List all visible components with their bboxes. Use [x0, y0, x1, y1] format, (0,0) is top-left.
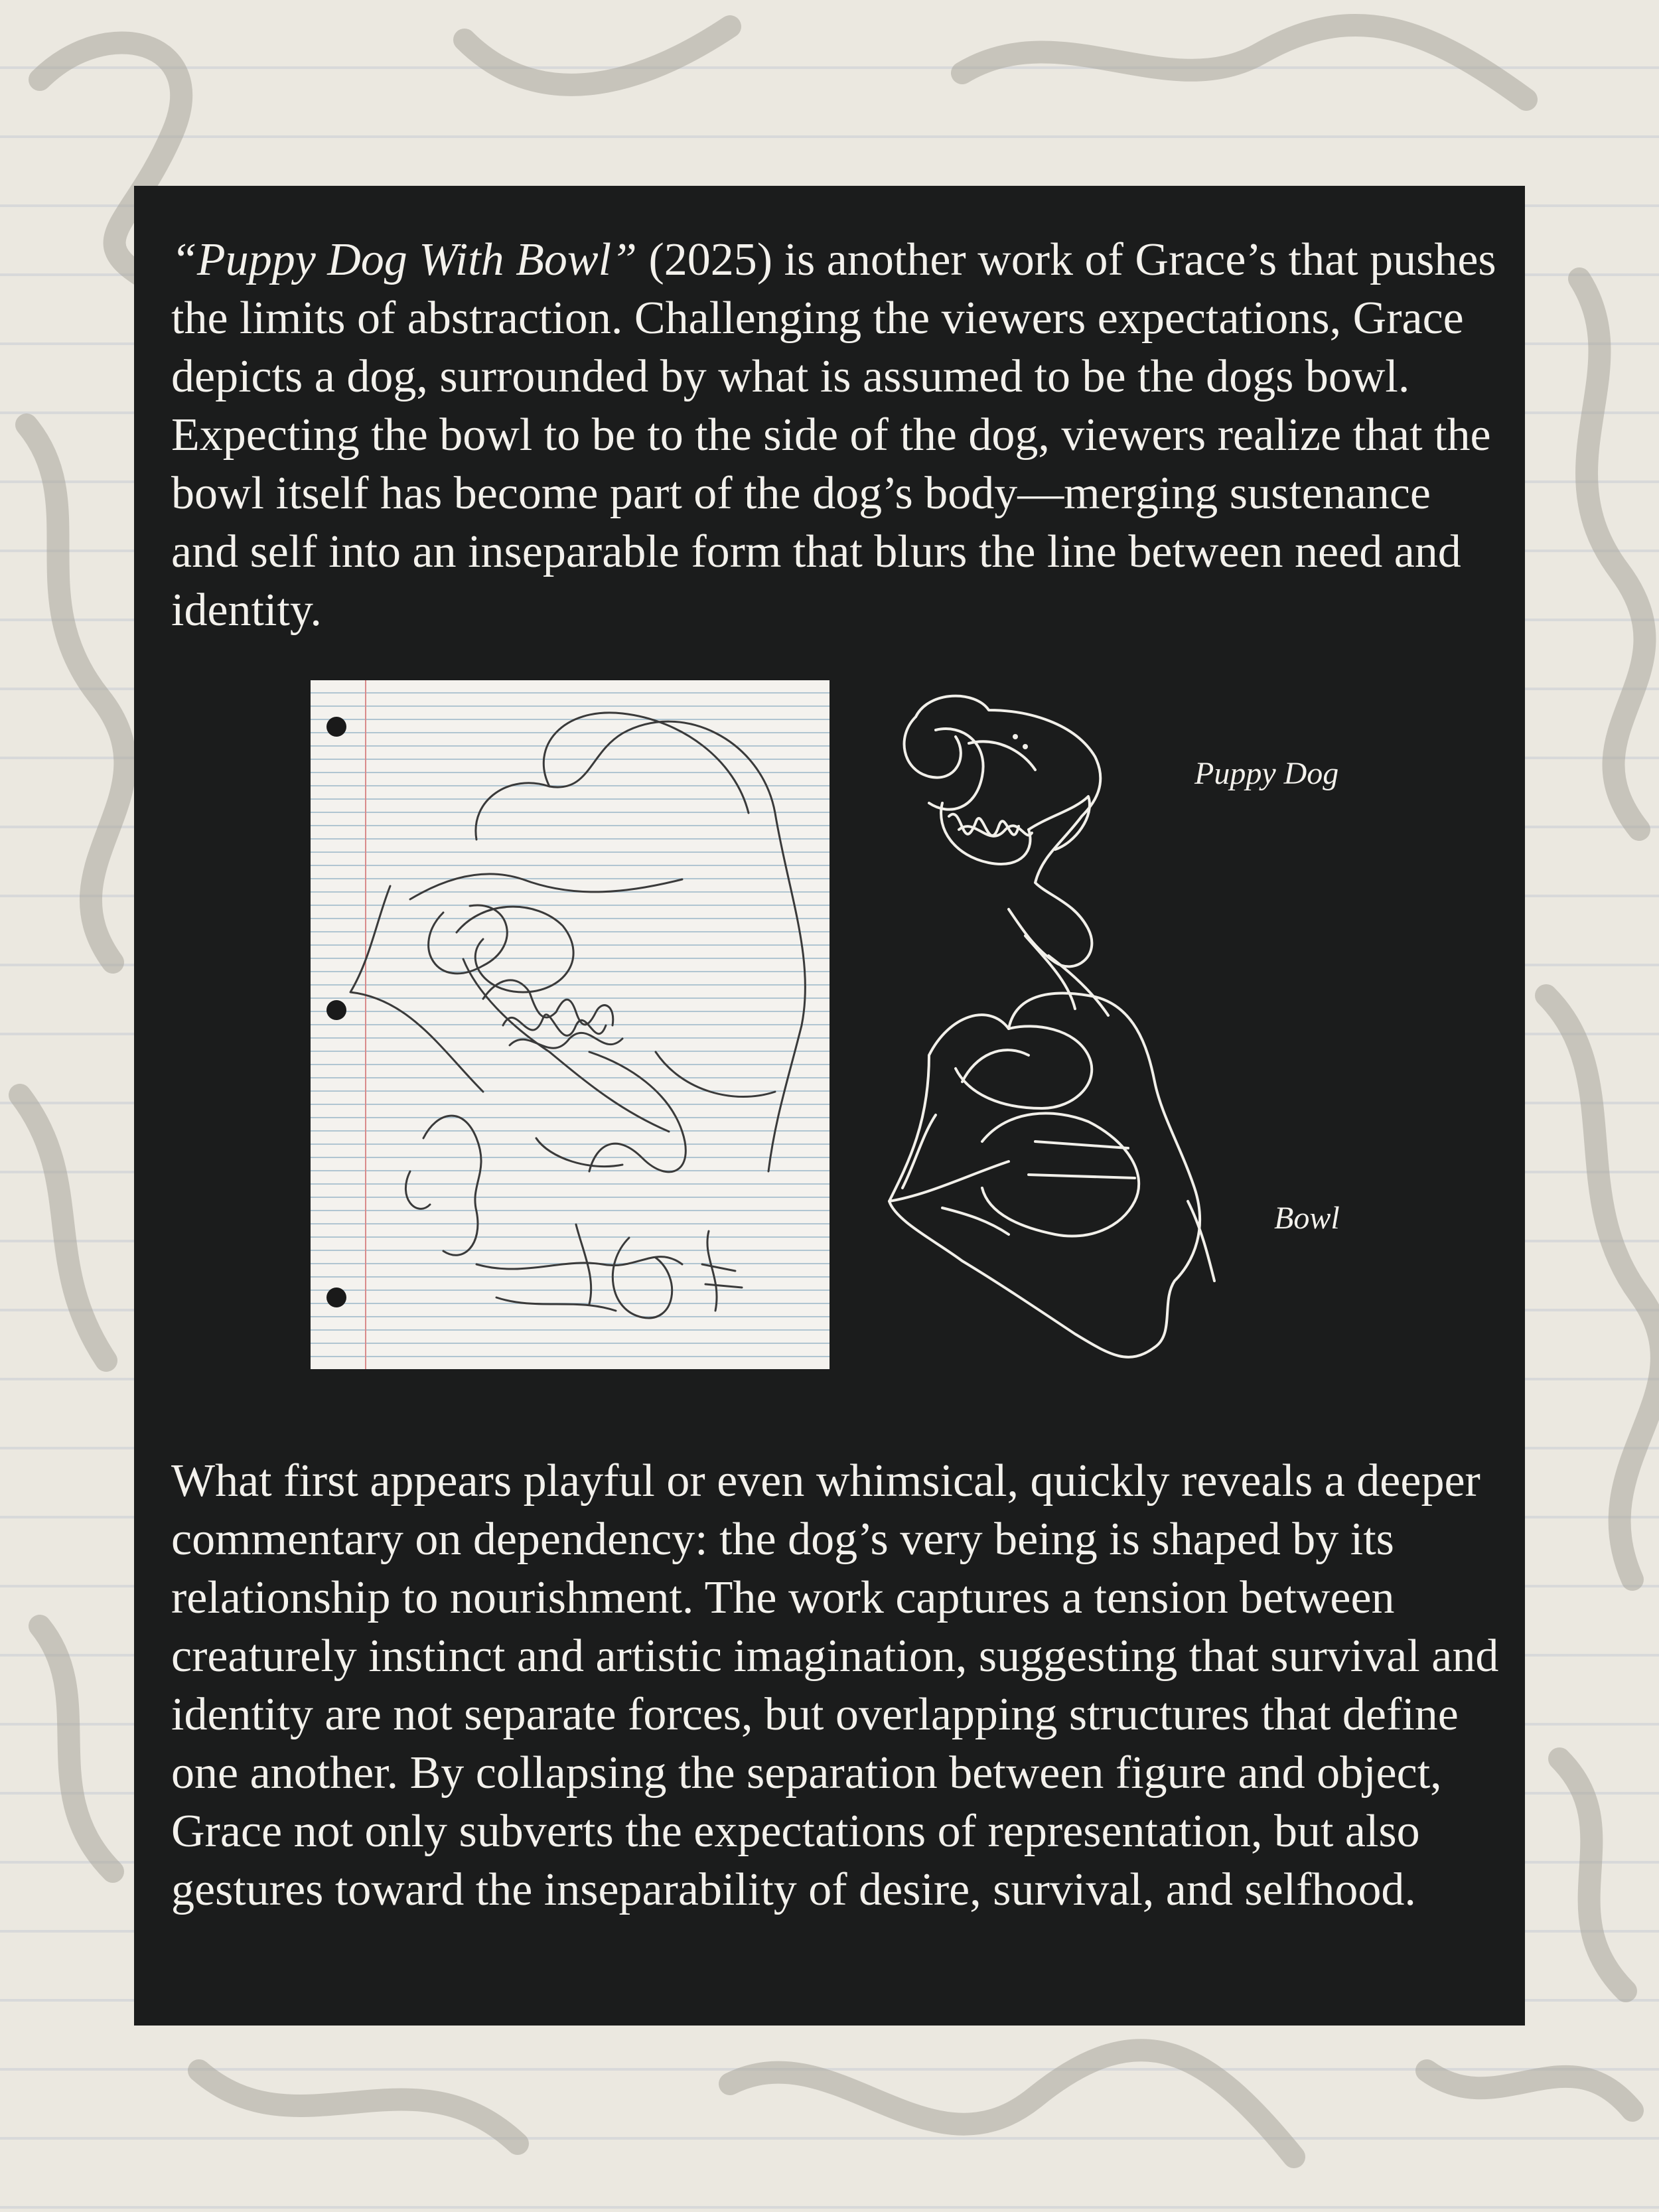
- intro-text: (2025) is another work of Grace’s that pushes the limits of abstraction. Challenging the viewers expectations, Grace depicts a dog, surrounded by what is assumed to be the dogs bowl. Expecting the bowl to be to the side of the dog, viewers realize that the bowl itself has become part of the dog’s body—merging sustenance and self into an inseparable form that blurs the line between need and identity.: [171, 234, 1496, 636]
- traced-diagram: [876, 684, 1248, 1427]
- intro-paragraph: [171, 231, 1505, 640]
- label-puppy-dog: Puppy Dog: [1194, 756, 1339, 791]
- pencil-drawing: [311, 680, 830, 1369]
- notebook-drawing-photo: [311, 680, 830, 1369]
- artwork-title: “Puppy Dog With Bowl”: [171, 234, 637, 285]
- commentary-paragraph: What first appears playful or even whimsical, quickly reveals a deeper commentary on dependency: the dog’s very being is shaped by its relationship to nourishment. The work captures a tension between creaturely instinct and artistic imagination, suggesting that survival and identity are not separate forces, but overlapping structures that define one another. By collapsing the separation between figure and object, Grace not only subverts the expectations of representation, but also gestures toward the inseparability of desire, survival, and selfhood.: [171, 1455, 1499, 1915]
- dog-head-outline: [916, 696, 1100, 967]
- label-bowl: Bowl: [1274, 1201, 1340, 1236]
